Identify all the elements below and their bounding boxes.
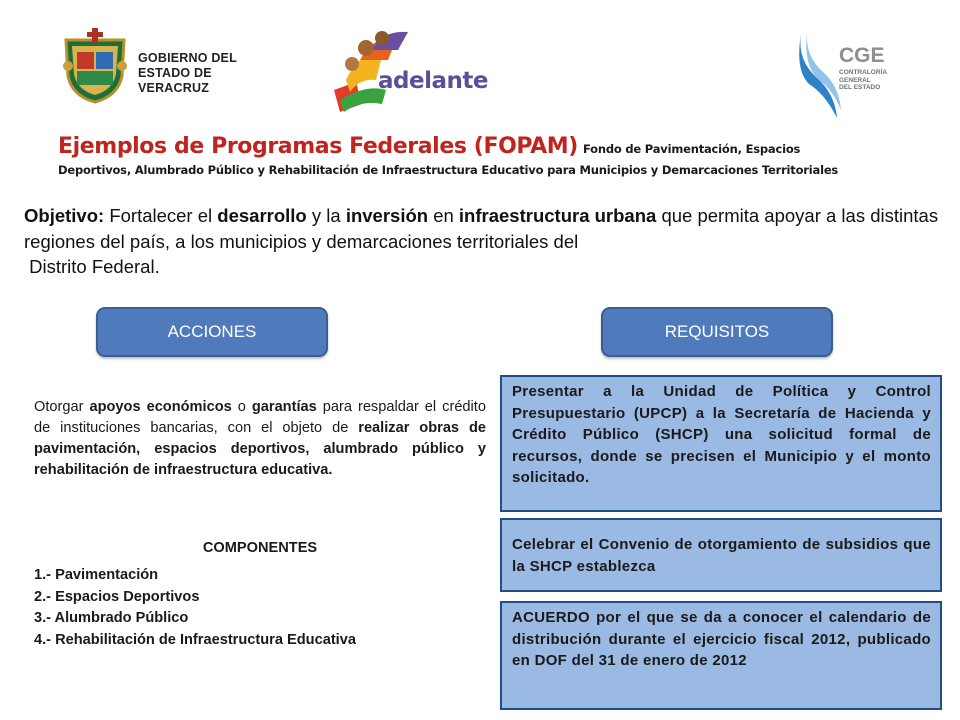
objective-bold: inversión xyxy=(345,205,429,226)
objective-text: y la xyxy=(311,205,341,226)
acciones-text: para respaldar el crédito de instituciones bancarias, con el objeto de xyxy=(34,399,486,436)
veracruz-seal-icon xyxy=(60,26,130,104)
requisitos-button[interactable]: REQUISITOS xyxy=(601,307,833,357)
componentes-title: COMPONENTES xyxy=(202,540,318,556)
list-item: 1.- Pavimentación xyxy=(34,567,159,583)
cge-logo-subtitle: CONTRALORÍA GENERAL DEL ESTADO xyxy=(839,69,887,91)
veracruz-logo-text: GOBIERNO DEL ESTADO DE VERACRUZ xyxy=(138,51,237,95)
componentes-list xyxy=(34,565,486,651)
subtitle-inline: Fondo de Pavimentación, Espacios xyxy=(582,142,801,156)
requisito-box-1: Presentar a la Unidad de Política y Control Presupuestario (UPCP) a la Secretaría de Hacienda y Crédito Público (SHCP) una solicitud formal de recursos, donde se precisen el Municipio y el monto solicitado. xyxy=(500,375,942,512)
adelante-logo-text: adelante xyxy=(378,68,488,94)
acciones-bold: garantías xyxy=(251,399,317,415)
list-item: 2.- Espacios Deportivos xyxy=(34,588,200,605)
objective-bold: desarrollo xyxy=(217,205,307,226)
list-item: 4.- Rehabilitación de Infraestructura Educativa xyxy=(34,631,356,648)
objective-bold: infraestructura urbana xyxy=(458,205,657,226)
subtitle-line2: Deportivos, Alumbrado Público y Rehabilitación de Infraestructura Educativo para Municipios y Demarcaciones Territoriales xyxy=(58,163,839,177)
logo-adelante xyxy=(326,20,486,116)
acciones-bold: apoyos económicos xyxy=(89,399,232,415)
logo-gobierno-veracruz xyxy=(58,24,280,106)
objective-text: Distrito Federal. xyxy=(29,256,160,277)
list-item: 3.- Alumbrado Público xyxy=(34,610,189,626)
cge-logo-title: CGE xyxy=(839,44,885,67)
logo-contraloria-cge xyxy=(795,30,925,120)
requisito-box-2: Celebrar el Convenio de otorgamiento de subsidios que la SHCP establezca xyxy=(500,518,942,592)
title-line xyxy=(58,134,938,159)
acciones-button[interactable]: ACCIONES xyxy=(96,307,328,357)
acciones-text: Otorgar xyxy=(34,399,84,415)
acciones-bold: realizar obras de pavimentación, espacios deportivos, alumbrado público y rehabilitación de infraestructura educativa. xyxy=(34,420,487,478)
title-block xyxy=(58,134,938,177)
objective-label: Objetivo: xyxy=(24,205,105,226)
objective-text: en xyxy=(433,205,454,226)
objective-text: Fortalecer el xyxy=(109,205,213,226)
page-title: Ejemplos de Programas Federales (FOPAM) xyxy=(58,134,578,159)
cge-wave-icon xyxy=(795,30,845,120)
acciones-description xyxy=(34,397,486,481)
objective-text: que permita apoyar a las distintas regiones del país, a los municipios y demarcaciones territoriales del xyxy=(24,205,939,252)
objective-paragraph xyxy=(24,203,954,280)
requisito-box-3: ACUERDO por el que se da a conocer el calendario de distribución durante el ejercicio fiscal 2012, publicado en DOF del 31 de enero de 2012 xyxy=(500,601,942,710)
acciones-text: o xyxy=(237,399,246,415)
